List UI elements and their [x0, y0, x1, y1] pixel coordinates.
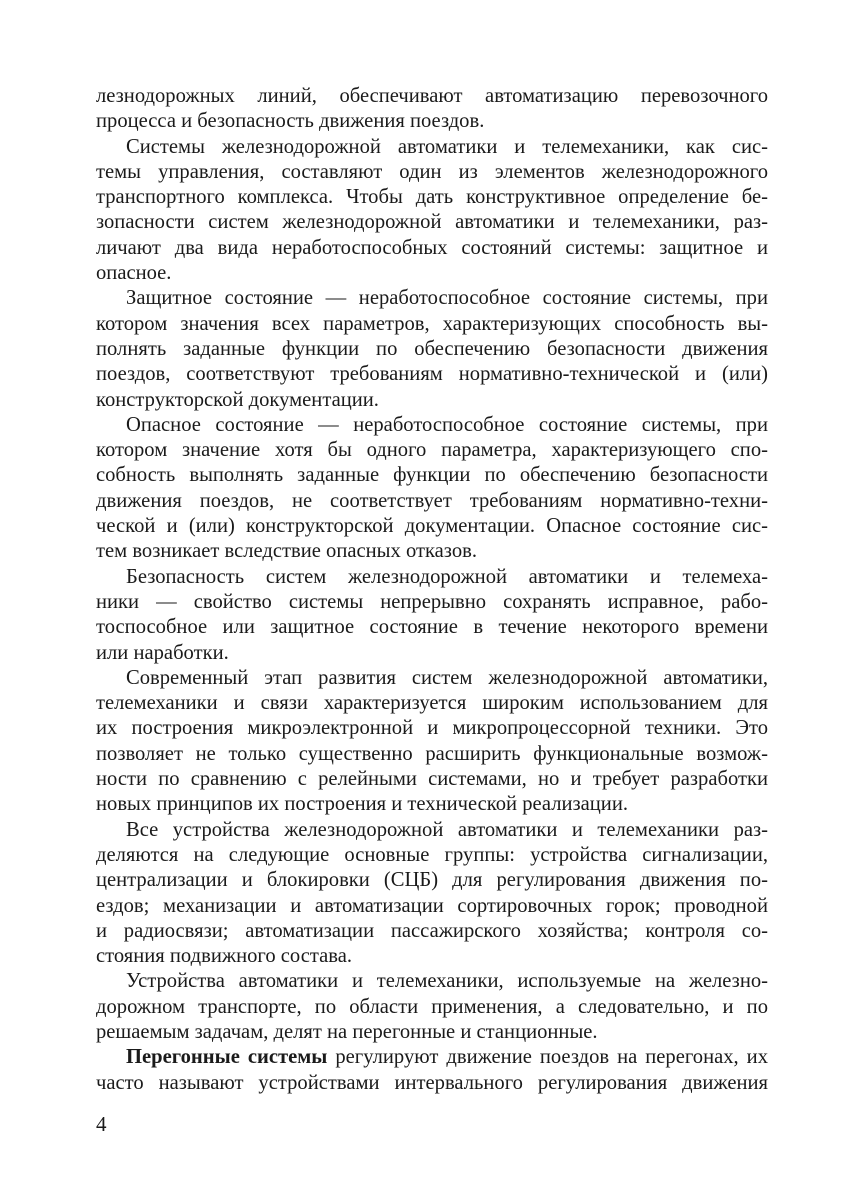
text-line: Устройства автоматики и телемеханики, используемые на железно-	[126, 970, 768, 993]
text-line: ности по сравнению с релейными системами, но и требует разработки	[96, 768, 768, 791]
text-line: собность выполнять заданные функции по обеспечению безопасности	[96, 464, 768, 487]
text-line: лезнодорожных линий, обеспечивают автоматизацию перевозочного	[96, 85, 768, 107]
text-line: тоспособное или защитное состояние в течение некоторого времени	[96, 616, 768, 639]
text-line: темы управления, составляют один из элементов железнодорожного	[96, 160, 768, 183]
text-line: котором значения всех параметров, характеризующих способность вы-	[96, 312, 768, 335]
text-line: ники — свойство системы непрерывно сохранять исправное, рабо-	[96, 590, 768, 613]
text-line: движения поездов, не соответствует требованиям нормативно-техни-	[96, 489, 768, 512]
text-line: телемеханики и связи характеризуется широким использованием для	[96, 692, 768, 715]
page-number: 4	[96, 1112, 107, 1136]
text-line: транспортного комплекса. Чтобы дать конструктивное определение бе-	[96, 186, 768, 209]
paragraph-continuation	[96, 84, 768, 135]
text-line: тем возникает вследствие опасных отказов.	[96, 540, 477, 563]
text-line: стояния подвижного состава.	[96, 945, 353, 968]
text-line: котором значение хотя бы одного параметра, характеризующего спо-	[96, 439, 768, 462]
paragraph-interstation-systems	[96, 1045, 768, 1096]
text-line: позволяет не только существенно расширить функциональные возмож-	[96, 742, 768, 765]
text-line: процесса и безопасность движения поездов.	[96, 110, 485, 133]
text-line: решаемым задачам, делят на перегонные и станционные.	[96, 1020, 598, 1043]
text-line: дорожном транспорте, по области применения, а следовательно, и по	[96, 995, 768, 1018]
paragraph-safety	[96, 565, 768, 666]
text-line: личают два вида неработоспособных состояний системы: защитное и	[96, 236, 768, 259]
text-line: часто называют устройствами интервального регулирования движения	[96, 1071, 768, 1094]
text-line	[96, 1045, 768, 1070]
text-line: полнять заданные функции по обеспечению безопасности движения	[96, 337, 768, 360]
text-line: новых принципов их построения и технической реализации.	[96, 793, 628, 816]
text-line: деляются на следующие основные группы: устройства сигнализации,	[96, 843, 768, 866]
text-line: ческой и (или) конструкторской документации. Опасное состояние сис-	[96, 515, 768, 538]
paragraph-modern-stage	[96, 666, 768, 818]
paragraph-dangerous-state	[96, 413, 768, 565]
text-line: или наработки.	[96, 641, 229, 664]
text-line: их построения микроэлектронной и микропроцессорной техники. Это	[96, 717, 768, 740]
text-line: централизации и блокировки (СЦБ) для регулирования движения по-	[96, 869, 768, 892]
text-line: опасное.	[96, 262, 172, 285]
text-line: Системы железнодорожной автоматики и телемеханики, как сис-	[126, 135, 768, 158]
text-line: Современный этап развития систем железнодорожной автоматики,	[126, 666, 768, 689]
bold-term: Перегонные системы	[126, 1046, 328, 1069]
text-line: конструкторской документации.	[96, 388, 379, 411]
text-line: Опасное состояние — неработоспособное состояние системы, при	[126, 413, 768, 436]
text-line: Все устройства железнодорожной автоматики и телемеханики раз-	[126, 818, 768, 841]
text-line: ездов; механизации и автоматизации сортировочных горок; проводной	[96, 894, 768, 917]
text-line: и радиосвязи; автоматизации пассажирского хозяйства; контроля со-	[96, 919, 768, 942]
text-line: Защитное состояние — неработоспособное состояние системы, при	[126, 287, 768, 310]
text-line: поездов, соответствуют требованиям нормативно-технической и (или)	[96, 363, 768, 386]
text-run: регулируют движение поездов на перегонах, их	[327, 1046, 769, 1069]
text-line: Безопасность систем железнодорожной автоматики и телемеха-	[126, 565, 768, 588]
paragraph-device-groups	[96, 818, 768, 970]
paragraph-application-area	[96, 969, 768, 1045]
text-line: зопасности систем железнодорожной автоматики и телемеханики, раз-	[96, 211, 768, 234]
paragraph-systems-definition	[96, 135, 768, 287]
paragraph-protective-state	[96, 286, 768, 412]
page-body	[96, 84, 768, 1096]
